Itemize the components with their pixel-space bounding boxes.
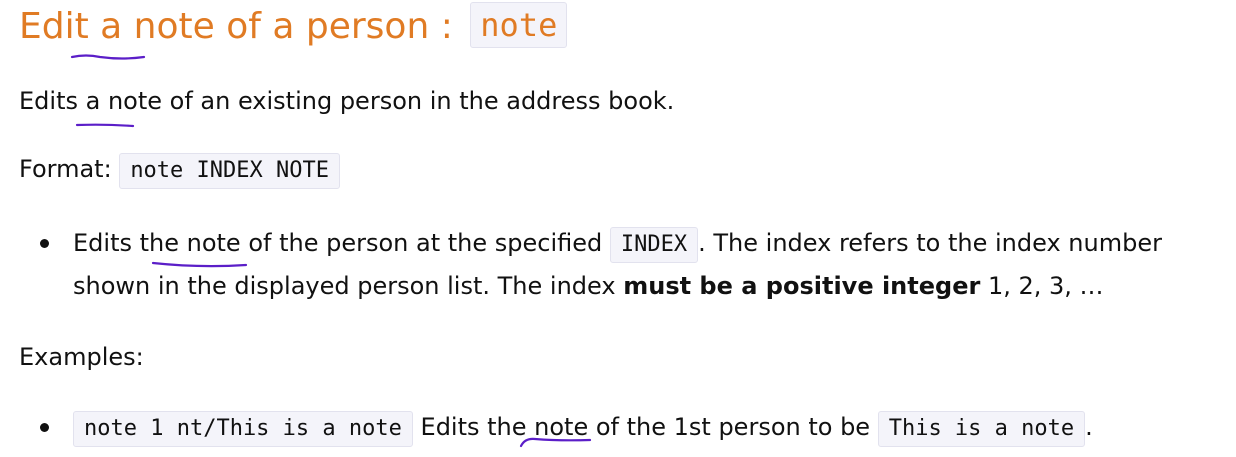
rule-text-before: Edits the note of the person at the specified: [73, 229, 603, 257]
annotation-underline-heading: [72, 56, 144, 59]
example-line: [73, 406, 1093, 449]
format-label: Format:: [19, 155, 112, 183]
bullet-dot: [40, 239, 49, 248]
rule-emphasis: must be a positive integer: [623, 272, 981, 300]
rule-line2-before: shown in the displayed person list. The index: [73, 272, 616, 300]
format-line: [19, 153, 340, 189]
rule-line-2: [73, 265, 1104, 308]
rule-text-after: . The index refers to the index number: [698, 229, 1162, 257]
example-end: .: [1085, 413, 1093, 441]
example-result-code: This is a note: [878, 411, 1085, 447]
bullet-dot: [40, 423, 49, 432]
intro-paragraph: Edits a note of an existing person in the address book.: [19, 87, 675, 115]
rule-line-1: [73, 222, 1162, 265]
index-code: INDEX: [610, 227, 698, 263]
heading-text: Edit a note of a person :: [19, 6, 453, 47]
example-command-code: note 1 nt/This is a note: [73, 411, 413, 447]
section-heading: [19, 2, 567, 51]
annotation-underline-intro: [77, 125, 133, 126]
examples-label: Examples:: [19, 343, 144, 371]
example-text: Edits the note of the 1st person to be: [420, 413, 871, 441]
format-code: note INDEX NOTE: [119, 153, 340, 189]
rule-line2-after: 1, 2, 3, …: [987, 272, 1104, 300]
heading-command-code: note: [470, 2, 567, 48]
